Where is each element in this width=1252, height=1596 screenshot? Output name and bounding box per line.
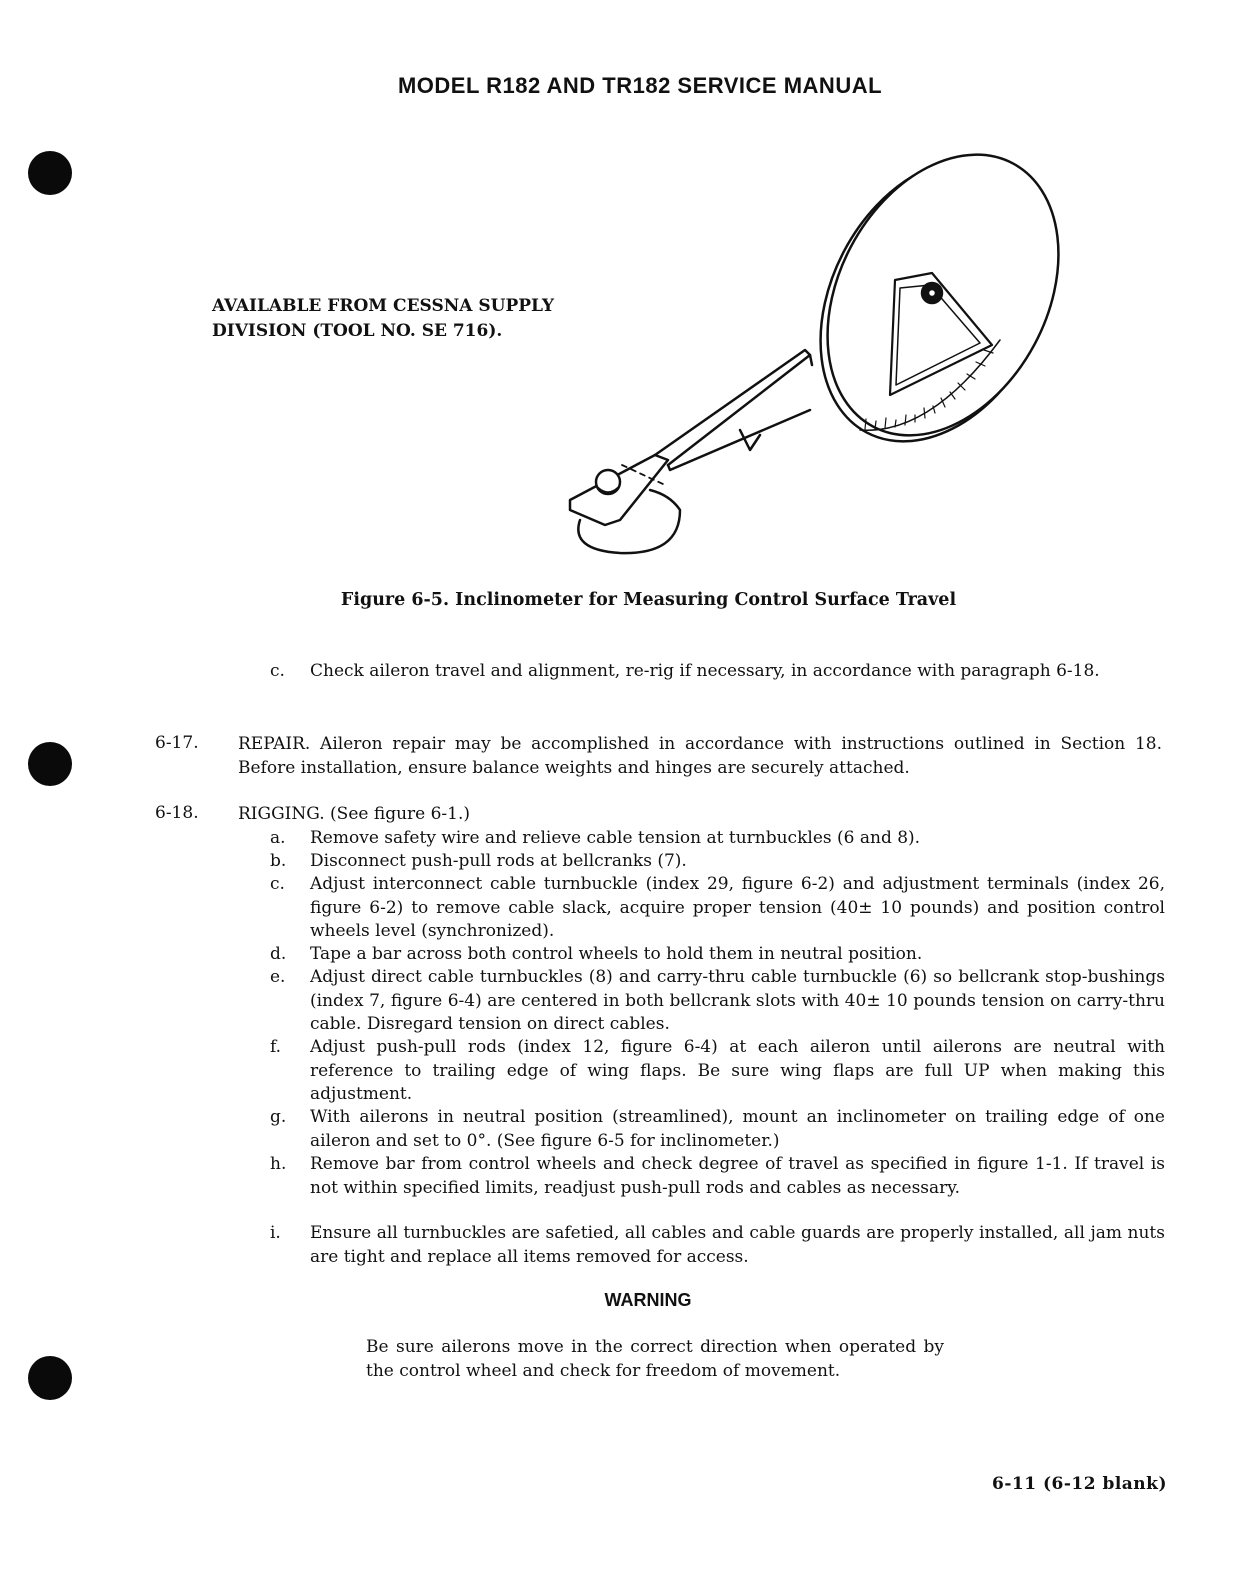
step-letter: c. [270, 661, 285, 681]
arm-top [655, 350, 810, 465]
warning-heading: WARNING [604, 1290, 692, 1310]
step-letter: h. [270, 1154, 287, 1174]
binder-hole-middle [28, 742, 72, 786]
step-text: Adjust push-pull rods (index 12, figure 6-4) at each aileron until ailerons are neutral with reference to trailing edge of wing flaps. Be sure wing flaps are full UP when making this adjustment. [310, 1037, 1165, 1104]
step-text: Adjust interconnect cable turnbuckle (index 29, figure 6-2) and adjustment terminals (index 26, figure 6-2) to remove cable slack, acquire proper tension (40± 10 pounds) and position control wheels level (synchronized). [310, 874, 1165, 941]
step-letter: c. [270, 874, 285, 894]
step-text: Check aileron travel and alignment, re-rig if necessary, in accordance with paragraph 6-18. [310, 661, 1100, 681]
step-text: Adjust direct cable turnbuckles (8) and carry-thru cable turnbuckle (6) so bellcrank stop-bushings (index 7, figure 6-4) are centered in both bellcrank slots with 40± 10 pounds tension on carry-thru cable. Disregard tension on direct cables. [310, 967, 1165, 1034]
list-item [270, 1153, 1165, 1200]
tool-availability-line-1: AVAILABLE FROM CESSNA SUPPLY [212, 296, 555, 316]
tool-availability-line-2: DIVISION (TOOL NO. SE 716). [212, 321, 503, 341]
paragraph-number: 6-17. [155, 733, 199, 753]
list-item [270, 966, 1165, 1037]
inclinometer-illustration [560, 125, 1060, 585]
binder-hole-top [28, 151, 72, 195]
base-foot [578, 490, 680, 553]
list-item [270, 943, 1165, 967]
list-item [270, 660, 1165, 684]
step-text: Disconnect push-pull rods at bellcranks (7). [310, 851, 687, 871]
page-number: 6-11 (6-12 blank) [991, 1474, 1167, 1494]
list-item [270, 1036, 1165, 1107]
repair-paragraph: REPAIR. Aileron repair may be accomplished in accordance with instructions outlined in Section 18. Before installation, ensure balance weights and hinges are securely attached. [238, 734, 1162, 778]
step-text: Remove bar from control wheels and check degree of travel as specified in figure 1-1. If travel is not within specified limits, readjust push-pull rods and cables as necessary. [310, 1154, 1165, 1198]
figure-caption: Figure 6-5. Inclinometer for Measuring Control Surface Travel [340, 590, 957, 610]
list-item [270, 873, 1165, 944]
paragraph-number: 6-18. [155, 803, 199, 823]
step-text: Ensure all turnbuckles are safetied, all cables and cable guards are properly installed, all jam nuts are tight and replace all items removed for access. [310, 1223, 1165, 1267]
step-text: Remove safety wire and relieve cable tension at turnbuckles (6 and 8). [310, 828, 921, 848]
step-letter: i. [270, 1223, 281, 1243]
rigging-heading: RIGGING. (See figure 6-1.) [238, 804, 471, 824]
step-text: Tape a bar across both control wheels to hold them in neutral position. [310, 944, 923, 964]
list-item [270, 850, 1165, 874]
warning-text: Be sure ailerons move in the correct direction when operated by the control wheel and check for freedom of movement. [366, 1337, 944, 1381]
list-item [270, 827, 1165, 851]
step-letter: a. [270, 828, 286, 848]
step-text: With ailerons in neutral position (streamlined), mount an inclinometer on trailing edge of one aileron and set to 0°. (See figure 6-5 for inclinometer.) [310, 1107, 1165, 1151]
step-letter: g. [270, 1107, 287, 1127]
page-title: MODEL R182 AND TR182 SERVICE MANUAL [397, 73, 883, 98]
step-letter: b. [270, 851, 287, 871]
binder-hole-bottom [28, 1356, 72, 1400]
step-letter: d. [270, 944, 287, 964]
dial-disc [781, 125, 1060, 475]
step-letter: e. [270, 967, 286, 987]
list-item [270, 1222, 1165, 1269]
tool-availability-note [212, 294, 554, 344]
arm-side [668, 410, 810, 470]
list-item [270, 1106, 1165, 1153]
step-letter: f. [270, 1037, 282, 1057]
